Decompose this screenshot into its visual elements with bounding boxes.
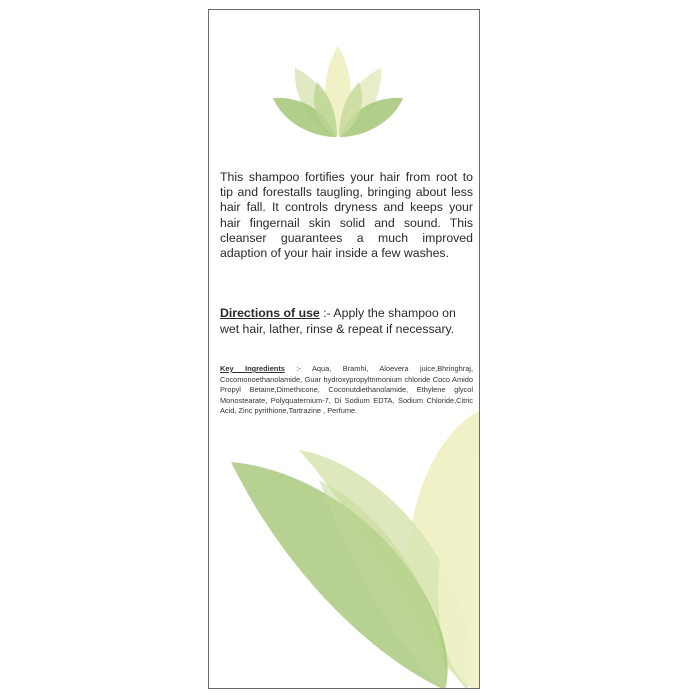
product-description: This shampoo fortifies your hair from root to tip and forestalls taugling, bringing about less hair fall. It controls dryness and keeps your hair fingernail skin solid and sound. This cleanser guarantees a much improved adaption of your hair inside a few washes. (220, 170, 473, 261)
lotus-leaves-icon (273, 40, 403, 140)
directions-of-use (220, 306, 473, 337)
shampoo-label-panel (208, 9, 480, 689)
large-leaves-graphic (209, 410, 480, 689)
ingredients-title: Key Ingredients (220, 364, 285, 373)
directions-text: :- Apply the shampoo on wet hair, lather, rinse & repeat if necessary. (220, 306, 456, 336)
ingredients-text: :- Aqua, Bramhi, Aloevera juice,Bhringhraj, Cocomonoethanolamide, Guar hydroxypropyltrimonium chloride Coco Amido Propyl Betaine,Dimethicone, Coconutdiethanolamide, Ethylene glycol Monostearate, Polyquaternium-7, Di Sodium EDTA, Sodium Chloride,Citric Acid, Zinc pyrithione,Tartrazine , Perfume. (220, 364, 473, 416)
directions-title: Directions of use (220, 306, 320, 320)
